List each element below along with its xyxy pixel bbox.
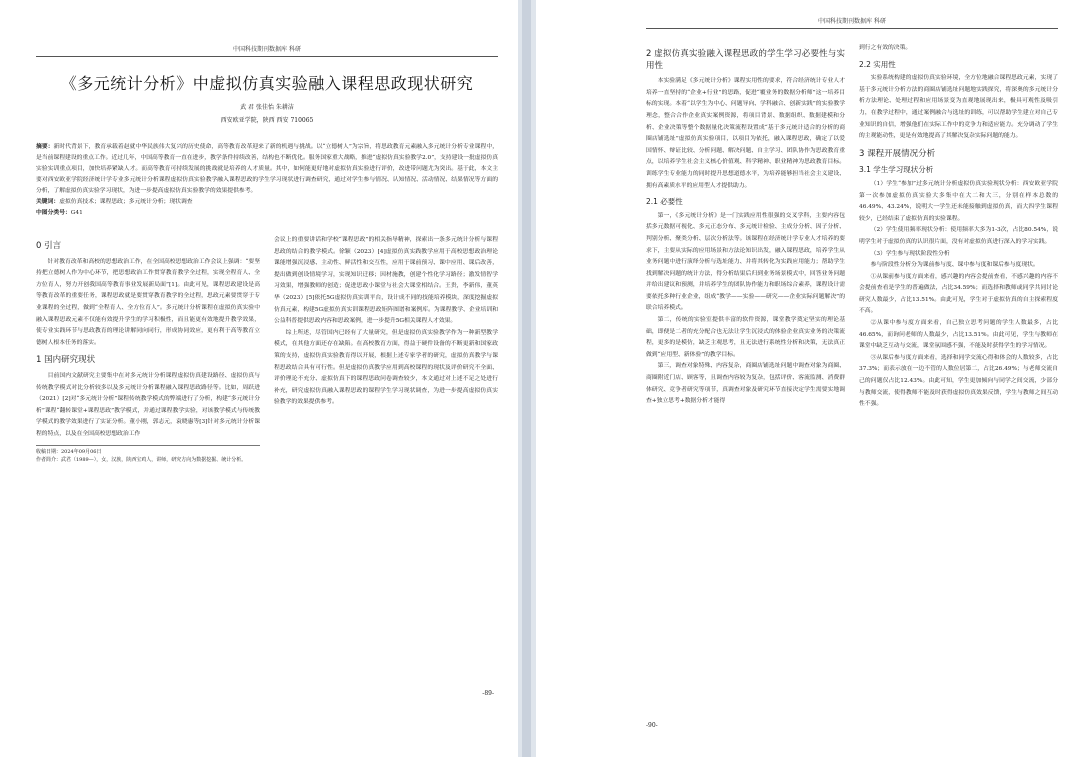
section-heading: 1 国内研究现状 bbox=[36, 355, 96, 366]
paper-title: 《多元统计分析》中虚拟仿真实验融入课程思政现状研究 bbox=[60, 74, 474, 93]
footnote bbox=[36, 445, 260, 464]
paragraph: 综上所述，尽管国内已经有了大量研究，但是虚拟仿真实验教学作为一种新型教学模式，在其他方面还存在缺陷。在高校教育方面，得益于硬件设备的不断更新和国家政策的支持，虚拟仿真实验教育得以开展，根据上述专家学者的研究，虚拟仿真教学与课程思政结合具有可行性。但是虚拟仿真教学应用到高校课程的现状及评价研究不全面、评价理论不充分、虚拟仿真下的课程思政问卷调查较少，本文通过对上述不足之处进行补充，研究虚拟仿真融入课程思政的课程学生学习现状调查，为进一步提高虚拟仿真实验教学的效果提供参考。 bbox=[274, 329, 498, 406]
right-column-1 bbox=[646, 43, 845, 411]
page-number: -90- bbox=[646, 722, 658, 729]
paragraph: ②从课中参与度方面来看，自己独立思考问题的学生人数最多，占比46.65%，而询问老师的人数最少，占比13.51%。由此可见，学生与教师在课堂中缺乏互动与交流，课堂氛围感不强，不能及时获得学生的学习情况。 bbox=[859, 320, 1058, 350]
author-bio: 作者简介：武君（1989—），女，汉族，陕西宝鸡人，讲师，研究方向为数据挖掘、统计分析。 bbox=[36, 456, 247, 463]
abstract-text: 新时代背景下，教育承载着赵就中华民族伟大复兴的历史使命，高等教育改革迎来了新的机遇与挑战。以“立德树人”为宗旨，将思政教育元素融入多元统计分析专业课程中，是当前课程建设的重点工作。近过几年，中国高等教育一直在进步，教学条件持续改善，结构也不断优化。服务国家重大战略，推进“虚拟仿真实验教学2.0”，支持建设一批虚拟仿真实验实训重点项目，加快培养紧缺人才。而高等教育可持续发展的挑战就是培养的人才质量。其中，如何能更好地对虚拟仿真实验进行评价，改进带问题尤为突出。基于此，本文主要对西安欧亚学院经济统计学专业多元统计分析课程虚拟仿真实验教学融入课程思政的学生学习现状进行调查研究，通过对学生参与情况、认知情况、活动情况、结果情况等方面的分析，了解虚拟仿真实验学习现状，为进一步提高虚拟仿真实验教学的效果提供参考。 bbox=[36, 144, 498, 194]
section-heading: 2 虚拟仿真实验融入课程思政的学生学习必要性与实用性 bbox=[646, 49, 845, 71]
paragraph: 第一，《多元统计分析》是一门实践应用性很强的交叉学科，主要内容包括多元数据可视化、多元正态分布、多元统计检验、主成分分析、因子分析、判别分析、聚类分析、层次分析法等。该课程在经济统计学专业人才培养的要求下，主要从实际的应用场景和方法论知识出发，融入课程思政，培养学生从业务问题中进行演绎分析与选址能力、并将其转化为实践应用能力；帮助学生找到解决问题的统计方法，得分析结果后归到业务场景模式中，回答业务问题并给出建议和预测，并培养学生的团队协作能力和职场综合素养，课程设计需要依托多种行业企业，组成“教学——实验——研究——企业实际问题解决”的联合培养模式。 bbox=[646, 212, 845, 312]
keywords bbox=[36, 197, 498, 208]
subsection-heading: 2.2 实用性 bbox=[859, 59, 896, 69]
paragraph: 目前国内文献研究主要集中在对多元统计分析课程虚拟仿真建设路径、虚拟仿真与传统教学模式对比分析较多以及多元统计分析课程融入课程思政路径等。比如，周跃进（2021）[2]对“多元统计分析”课程传统教学模式的弊端进行了分析，构建“多元统计分析”课程“翻转课堂+课程思政”教学模式，并通过课程教学实验，对该教学模式与传统教学模式的教学效果进行了实证分析。董小刚，郭志元，袁晓惠等[3]针对多元统计分析课程的特点，以及在全国高校思想政治工作 bbox=[36, 372, 260, 437]
keywords-label: 关键词： bbox=[36, 199, 60, 205]
body-columns bbox=[646, 43, 1058, 411]
paragraph: ③从课后参与度方面来看，选择和同学交流心得和体会的人数较多，占比37.3%；而表示放在一边不管的人数位居第二，占比26.49%；与老师交流自己的问题仅占比12.43%。由此可知，学生更加倾向与同学之间交流，少部分与教师交流，使得教师不能及时获得虚拟仿真效果反馈，学生与教师之间互动性不强。 bbox=[859, 354, 1058, 408]
page-number: -89- bbox=[482, 690, 494, 697]
paragraph: 第三，调查对象特殊、内容复杂，商圈店铺选址问题中调查对象为商圈、商圈附近门店、顾客等，且调查内容较为复杂，包括评价、客流监测、消费群体研究、竞争者研究等项节，真调查对象及研究环节直接决定学生需要实地调查+独立思考+数据分析才能得 bbox=[646, 363, 845, 405]
paragraph: 到行之有效的决策。 bbox=[859, 45, 912, 51]
running-head: 中国科技期刊数据库 科研 bbox=[646, 16, 1058, 29]
paragraph: （1）学生“参加”过多元统计分析虚拟仿真实验现状分析：西安欧亚学院第一次参加虚拟仿真实验大多集中在大二和大三，分别在样本总数的46.49%、43.24%，说明大一学生还未能接触到虚拟仿真，而大四学生课程较少，已经结束了虚拟仿真的实验课程。 bbox=[859, 180, 1058, 222]
class-value: G41 bbox=[70, 210, 83, 216]
classification bbox=[36, 208, 498, 219]
left-page bbox=[0, 0, 518, 757]
subsection-heading: 2.1 必要性 bbox=[646, 197, 683, 207]
left-column-2 bbox=[274, 235, 498, 464]
paragraph: （3）学生参与现状阶段性分析 bbox=[870, 250, 950, 257]
paragraph: 第二，传统的实验室提供丰富的软件资源，课堂教学奠定坚实的理论基础，即便是二者的充分配合也无法让学生沉浸式的体验企业真实业务的决策流程，更多的是模仿，缺乏主观思考，且无法进行系统性分析和决策，无法真正做到“应用型、新体验”的教学目标。 bbox=[646, 317, 845, 358]
paragraph: 本实验满足《多元统计分析》课程实用性的要求，符合经济统计专业人才培养一直坚持的“企业+行业”的思路，促进“覆业务的数据分析师”这一培养目标的实现。本着“以学生为中心、问题导向、学科融合、创新实践”的实验教学理念，整合合作企业真实案例资源，将项目背景、数据组织、数据建模和分析、企业决策等整个数据量化决策流程设置成“基于多元统计适合的分析的商圈店铺选址”虚拟仿真实验项目，以项目为依托，融入课程思政，确定了以爱国情怀、辩证比较、分析问题、解决问题、自主学习、团队协作为思政教育重点，以培养学生社会主义核心价值观、科学精神、职业精神为思政教育目标。训练学生专业能力的同时提升思想道德水平，为培养能够担当社会主义建设、拥有高素质水平的应用型人才提供助力。 bbox=[646, 78, 845, 189]
right-page bbox=[536, 0, 1080, 757]
authors: 武 君 张佳怡 朱耕洁 bbox=[240, 104, 294, 111]
paragraph: 针对教育改革和高校的思想政治工作，在全国高校思想政治工作会议上强调：“要坚持把立德树人作为中心环节，把思想政治工作贯穿教育教学全过程，实现全程育人、全方位育人，努力开创我国高等教育事业发展新局面”[1]。由此可见，课程思政建设是高等教育改革的重要任务，课程思政就是要贯穿教育教学的全过程，思政元素要贯穿于专业课程的全过程，做到“全程育人、全方位育人”。多元统计分析课程在虚拟仿真实验中融入课程思政元素不仅能有效提升学生的学习积极性，而且能更有效地提升教学效果，使专业实践环节与思政教育的理论讲解同向同行，形成协同效应，更有利于高等教育立德树人根本任务的落实。 bbox=[36, 258, 260, 346]
gutter-bar bbox=[522, 0, 531, 757]
paragraph: 实验系统构建的虚拟仿真实验环境，全方位地融合课程思政元素，实现了基于多元统计分析方法的商圈店铺选址问题地实践探究，将深奥的多元统计分析方法理论、处理过程和应用场景变为直观地展现出来，极具可观性及吸引力，在教学过程中，通过案例融合与选址的训练，可以帮助学生建立对自己专业知识的自信，增强他们在实际工作中的竞争力和适应能力。充分调动了学生的主观能动性，更是有效地提高了其解决复杂实际问题的能力。 bbox=[859, 75, 1058, 140]
abstract bbox=[36, 142, 498, 197]
running-head: 中国科技期刊数据库 科研 bbox=[36, 44, 498, 57]
subsection-heading: 3.1 学生学习现状分析 bbox=[859, 165, 934, 175]
class-label: 中图分类号： bbox=[36, 210, 71, 216]
paragraph: ①从课前参与度方面来看，感兴趣的内容会提前查看，不感兴趣的内容不会提前查看是学生的普遍做法，占比34.59%；而选择和教师或同学共同讨论研究人数最少，占比13.51%。由此可见，学生对于虚拟仿真的自主探索程度不高。 bbox=[859, 273, 1058, 315]
left-column-1 bbox=[36, 235, 260, 464]
body-columns bbox=[36, 235, 498, 464]
section-heading: 0 引言 bbox=[36, 241, 62, 251]
paragraph: 会议上的重要讲话和学校“课程思政”的相关指导精神，探索出一条多元统计分析与课程思政的结合的教学模式。徐颖（2023）[4]虚拟仿真实践教学应用于高校思想政治理论课能增强沉浸感、主动性、鲜活性和交互性，应用于课前预习、课中应用、课后改善，提出做到创设情境学习，实现知识迁移；因材施教，创建个性化学习路径；激发情智学习效果，增强教师的创造；促进思政小课堂与社会大课堂相结合。王贵，李新伟，董英华（2023）[5]依托5G虚拟仿真实训平台，设计成不同的技能培养模块，深度挖掘虚拟仿真元素，构建5G虚拟仿真实训课程思政矩阵图谱和案例库。为课程教学、企业培训和公益科普提供思政内容和思政案例，进一步提升5G相关课程人才效果。 bbox=[274, 237, 498, 325]
page-gutter bbox=[518, 0, 536, 757]
abstract-label: 摘要： bbox=[36, 144, 54, 150]
keywords-text: 虚拟仿真技术；课程思政；多元统计分析；现状调查 bbox=[59, 199, 193, 205]
affiliation: 西安欧亚学院，陕西 西安 710065 bbox=[220, 117, 314, 124]
paragraph: （2）学生使用频率现状分析：使用频率大多为1-3次，占比80.54%，说明学生对于虚拟仿真的认识很片面，没有对虚拟仿真进行深入的学习实践。 bbox=[859, 227, 1058, 245]
paragraph: 参与阶段性分析分为课前参与度、课中参与度和课后参与度现状。 bbox=[870, 262, 1039, 269]
right-column-2 bbox=[859, 43, 1058, 411]
received-date: 收稿日期：2024年09月06日 bbox=[36, 448, 102, 455]
section-heading: 3 课程开展情况分析 bbox=[859, 148, 936, 159]
